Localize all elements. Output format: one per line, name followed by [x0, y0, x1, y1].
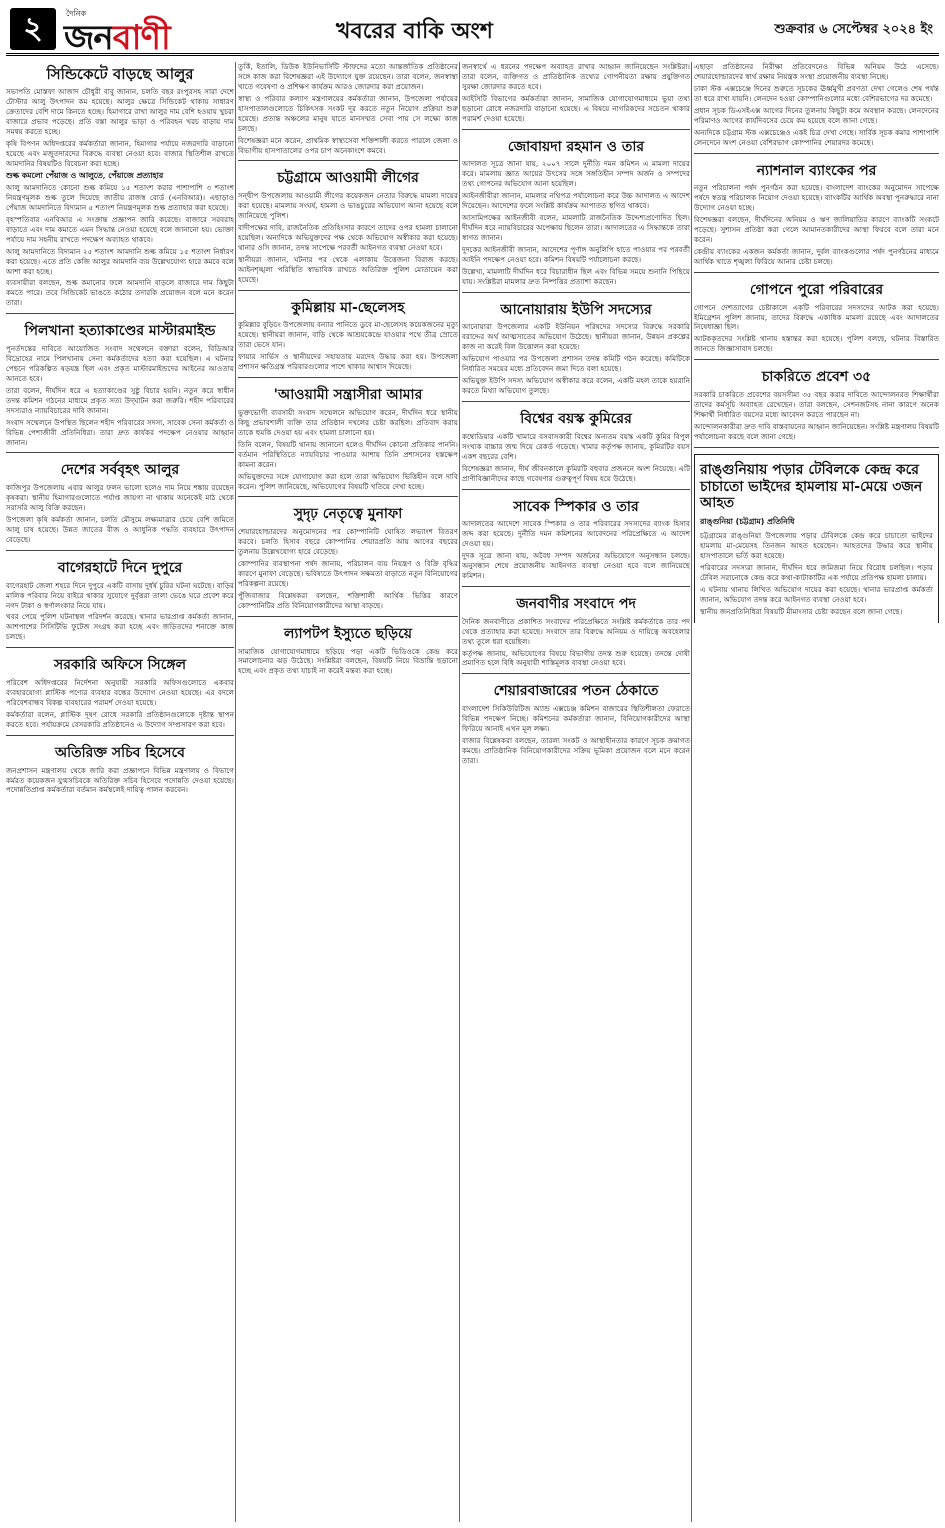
article-paragraph: সংবাদ সম্মেলনে উপস্থিত ছিলেন শহীদ পরিবারের সদস্য, সাবেক সেনা কর্মকর্তা ও বিভিন্ন পেশাজীবী প্রতিনিধিরা। তারা দ্রুত কার্যকর পদক্ষেপ নেওয়ার আহ্বান জানান।	[6, 417, 234, 447]
article-continuation	[238, 62, 458, 161]
article-paragraph: সন্দ্বীপ উপজেলায় আওয়ামী লীগের কয়েকজন নেতার বিরুদ্ধে মামলা দায়ের করা হয়েছে। মামলায় সংঘর্ষ, হামলা ও ভাঙচুরের অভিযোগ আনা হয়েছে বলে জানিয়েছে পুলিশ।	[238, 191, 458, 221]
logo-brand	[64, 12, 170, 69]
column-2	[238, 62, 458, 1522]
article-stock-market-fall	[462, 680, 690, 770]
article-bagerhat	[6, 557, 234, 648]
article-cumilla	[238, 297, 458, 378]
article-secret-family	[694, 279, 939, 360]
article-paragraph: আইনজীবীরা জানান, মামলার নথিপত্র পর্যালোচনা করে উচ্চ আদালত এ আদেশ দিয়েছেন। আদেশের ফলে সংশ্লিষ্ট কার্যক্রম আপাতত স্থগিত থাকবে।	[462, 191, 690, 211]
article-paragraph: তুর্কি, ইতালি, ডিউক ইউনিভার্সিটি স্টাফদের মতো আন্তর্জাতিক প্রতিষ্ঠানের সঙ্গে কাজ করা বিশেষজ্ঞরা এই উদ্যোগে যুক্ত রয়েছেন। তারা বলেন, জনস্বাস্থ্য খাতে গবেষণা ও প্রশিক্ষণ কার্যক্রম আরও জোরদার করা প্রয়োজন।	[238, 62, 458, 91]
article-paragraph: দৈনিক জনবাণীতে প্রকাশিত সংবাদের পরিপ্রেক্ষিতে সংশ্লিষ্ট কর্মকর্তাকে তার পদ থেকে প্রত্যাহার করা হয়েছে। সংবাদে তার বিরুদ্ধে অনিয়ম ও দায়িত্বে অবহেলার তথ্য তুলে ধরা হয়েছিল।	[462, 616, 690, 646]
article-paragraph: আইসিটি বিভাগের কর্মকর্তারা জানান, সামাজিক যোগাযোগমাধ্যমে ভুয়া তথ্য ছড়ানো রোধে নজরদারি বাড়ানো হয়েছে। এ বিষয়ে নাগরিকদের সচেতন থাকার পরামর্শ দেওয়া হয়েছে।	[462, 93, 690, 123]
article-byline: রাঙ্গুনিয়া (চট্টগ্রাম) প্রতিনিধি	[700, 517, 795, 527]
article-headline: সুদৃঢ় নেতৃত্বে মুনাফা	[293, 506, 403, 523]
article-job-age-35	[694, 366, 939, 447]
article-paragraph: গোপনে দেশত্যাগের চেষ্টাকালে একটি পরিবারের সদস্যদের আটক করা হয়েছে। ইমিগ্রেশন পুলিশ জানায়, তাদের বিরুদ্ধে একাধিক মামলা রয়েছে এবং আদালতের নিষেধাজ্ঞা ছিল।	[694, 302, 939, 332]
article-paragraph: উল্লেখ্য, মামলাটি দীর্ঘদিন ধরে বিচারাধীন ছিল এবং বিভিন্ন সময়ে শুনানি পিছিয়ে যায়। সংশ্লিষ্টরা মামলার দ্রুত নিষ্পত্তির প্রত্যাশা করছেন।	[462, 266, 690, 286]
article-headline: পিলখানা হত্যাকাণ্ডের মাস্টারমাইন্ড	[24, 323, 216, 340]
article-paragraph: বিশেষজ্ঞরা বলছেন, দীর্ঘদিনের অনিয়ম ও ঋণ জালিয়াতির কারণে ব্যাংকটি সংকটে পড়েছে। সুশাসন প্রতিষ্ঠা করা গেলে আমানতকারীদের আস্থা ফিরবে বলে তারা মনে করেন।	[694, 215, 939, 244]
article-paragraph: এ ঘটনায় থানায় লিখিত অভিযোগ দায়ের করা হয়েছে। থানার ভারপ্রাপ্ত কর্মকর্তা জানান, অভিযোগ তদন্ত করে আইনগত ব্যবস্থা নেওয়া হবে।	[700, 584, 933, 604]
article-anwara-up-member	[462, 299, 690, 402]
column-4	[694, 62, 939, 1522]
article-headline: বিশ্বের বয়স্ক কুমিরের	[520, 411, 632, 428]
article-headline: সরকারি অফিসে সিঙ্গেল	[53, 657, 187, 674]
article-paragraph: বাজার বিশ্লেষকরা বলছেন, তারল্য সংকট ও আস্থাহীনতার কারণে সূচক ক্রমাগত কমছে। প্রাতিষ্ঠানিক বিনিয়োগকারীদের সক্রিয় ভূমিকা প্রয়োজন বলে মনে করেন তারা।	[462, 736, 690, 765]
article-potato-syndicate	[6, 62, 234, 314]
section-title: খবরের বাকি অংশ	[336, 19, 493, 44]
article-paragraph: ব্যবসায়ীরা বলছেন, শুল্ক কমানোর ফলে আমদানি বাড়লে বাজারে দাম কিছুটা কমতে পারে। তবে সিন্ডিকেট ভাঙতে কঠোর তদারকি প্রয়োজন বলে মনে করেন তারা।	[6, 278, 234, 308]
article-paragraph: উপজেলা কৃষি কর্মকর্তা জানান, চলতি মৌসুমে লক্ষ্যমাত্রার চেয়ে বেশি জমিতে আলু চাষ হয়েছে। উন্নত জাতের বীজ ও আধুনিক পদ্ধতি ব্যবহারে উৎপাদন বেড়েছে।	[6, 515, 234, 544]
masthead	[6, 4, 939, 56]
article-headline: কুমিল্লায় মা-ছেলেসহ	[291, 299, 405, 316]
article-paragraph: পরিবারের সদস্যরা জানান, দীর্ঘদিন ধরে জমিজমা নিয়ে বিরোধ চলছিল। পড়ার টেবিল সরানোকে কেন্দ্র করে কথা-কাটাকাটির এক পর্যায়ে প্রতিপক্ষ হামলা চালায়।	[700, 562, 933, 582]
article-janobani-report	[462, 593, 690, 674]
article-paragraph: পুনর্তদন্তের দাবিতে আয়োজিত সংবাদ সম্মেলনে বক্তারা বলেন, বিডিআর বিদ্রোহের নামে পিলখানায় সেনা কর্মকর্তাদের হত্যা করা হয়েছিল। এ ঘটনার পেছনে পরিকল্পিত ষড়যন্ত্র ছিল এবং প্রকৃত মাস্টারমাইন্ডদের আইনের আওতায় আনতে হবে।	[6, 344, 234, 383]
article-headline: সাবেক স্পিকার ও তার	[513, 498, 639, 515]
article-paragraph: তিনি বলেন, বিষয়টি থানায় জানানো হলেও দীর্ঘদিন কোনো প্রতিকার পাননি। বর্তমান পরিস্থিতিতে ন্যায়বিচার পাওয়ার আশায় তিনি প্রশাসনের হস্তক্ষেপ কামনা করেন।	[238, 439, 458, 469]
article-headline: চাকরিতে প্রবেশ ৩৫	[761, 369, 872, 386]
article-rangunia	[694, 454, 939, 623]
article-headline: 'আওয়ামী সন্ত্রাসীরা আমার	[273, 387, 423, 404]
article-paragraph: কম্বোডিয়ার একটি খামারে বসবাসকারী বিশ্বের অন্যতম বয়স্ক একটি কুমির বিপুল সংখ্যক বাচ্চার জন্ম দিয়ে রেকর্ড গড়েছে। খামার কর্তৃপক্ষ জানায়, কুমিরটির বয়স একশ বছরের বেশি।	[462, 431, 690, 461]
article-paragraph: আলু আমদানিতে বিদ্যমান ২৫ শতাংশ আমদানি শুল্ক কমিয়ে ১৫ শতাংশ নির্ধারণ করা হয়েছে। এতে প্রতি কেজি আলুর আমদানি ব্যয় উল্লেখযোগ্য হারে কমবে বলে আশা করা হচ্ছে।	[6, 246, 234, 276]
article-paragraph: পুঁজিবাজার বিশ্লেষকরা বলছেন, শক্তিশালী আর্থিক ভিত্তির কারণে কোম্পানিটির প্রতি বিনিয়োগকারীদের আস্থা বাড়ছে।	[238, 590, 458, 610]
article-paragraph: অভিযুক্তদের সঙ্গে যোগাযোগ করা হলে তারা অভিযোগ ভিত্তিহীন বলে দাবি করেন। পুলিশ জানিয়েছে, অভিযোগের বিষয়টি খতিয়ে দেখা হচ্ছে।	[238, 471, 458, 491]
article-paragraph: জনস্বার্থে এ ধরনের পদক্ষেপ অব্যাহত রাখার আহ্বান জানিয়েছেন সংশ্লিষ্টরা। তারা বলেন, ব্যক্তিগত ও প্রাতিষ্ঠানিক তথ্যের গোপনীয়তা রক্ষায় প্রযুক্তিগত সুরক্ষা জোরদার করতে হবে।	[462, 62, 690, 91]
article-paragraph: কেন্দ্রীয় ব্যাংকের একজন কর্মকর্তা জানান, দুর্বল ব্যাংকগুলোর পর্ষদ পুনর্গঠনের মাধ্যমে আর্থিক খাতে শৃঙ্খলা ফিরিয়ে আনার চেষ্টা চলছে।	[694, 246, 939, 266]
article-paragraph: এছাড়া প্রতিষ্ঠানের নিরীক্ষা প্রতিবেদনেও বিভিন্ন অনিয়ম উঠে এসেছে। শেয়ারহোল্ডারদের স্বার্থ রক্ষায় নিয়ন্ত্রক সংস্থা প্রয়োজনীয় ব্যবস্থা নিচ্ছে।	[694, 62, 939, 81]
article-headline: জোবায়দা রহমান ও তার	[507, 138, 645, 155]
article-subheading: শুল্ক কমলো পেঁয়াজ ও আলুতে, পেঁয়াজে প্রত্যাহার	[6, 170, 164, 180]
article-continuation	[462, 62, 690, 130]
article-laptop-issue	[238, 623, 458, 682]
article-headline: সিন্ডিকেটে বাড়ছে আলুর	[46, 65, 194, 83]
article-paragraph: জনপ্রশাসন মন্ত্রণালয় থেকে জারি করা প্রজ্ঞাপনে বিভিন্ন মন্ত্রণালয় ও বিভাগে কর্মরত কয়েকজন যুগ্মসচিবকে অতিরিক্ত সচিব হিসেবে পদোন্নতি দেওয়া হয়েছে। পদোন্নতিপ্রাপ্ত কর্মকর্তারা বর্তমান কর্মস্থলেই দায়িত্ব পালন করবেন।	[6, 765, 234, 795]
article-headline: ল্যাপটপ ইস্যুতে ছড়িয়ে	[283, 625, 412, 642]
article-paragraph: বিশেষজ্ঞরা মনে করেন, প্রাথমিক স্বাস্থ্যসেবা শক্তিশালী করতে পারলে জেলা ও বিভাগীয় হাসপাতালের ওপর চাপ অনেকাংশে কমবে।	[238, 135, 458, 155]
article-paragraph: আদালতের আদেশে সাবেক স্পিকার ও তার পরিবারের সদস্যদের ব্যাংক হিসাব জব্দ করা হয়েছে। দুর্নীতি দমন কমিশনের আবেদনের পরিপ্রেক্ষিতে এ আদেশ দেওয়া হয়।	[462, 519, 690, 549]
article-paragraph: ঢাকা স্টক এক্সচেঞ্জে দিনের শুরুতে সূচকের ঊর্ধ্বমুখী প্রবণতা দেখা গেলেও শেষ পর্যন্ত তা ধরে রাখা যায়নি। লেনদেন হওয়া কোম্পানিগুলোর মধ্যে বেশিরভাগের দর কমেছে।	[694, 83, 939, 103]
article-paragraph: ভুক্তভোগী ব্যবসায়ী সংবাদ সম্মেলনে অভিযোগ করেন, দীর্ঘদিন ধরে স্থানীয় কিছু প্রভাবশালী ব্যক্তি তার প্রতিষ্ঠান দখলের চেষ্টা করছিল। প্রতিবাদ করায় তাকে হুমকি দেওয়া হয় এবং হামলা চালানো হয়।	[238, 407, 458, 437]
article-headline: গোপনে পুরো পরিবারের	[749, 281, 884, 298]
article-paragraph: স্থানীয়রা জানান, ঘটনার পর থেকে এলাকায় উত্তেজনা বিরাজ করছে। আইনশৃঙ্খলা পরিস্থিতি স্বাভাবিক রাখতে অতিরিক্ত পুলিশ মোতায়েন করা হয়েছে।	[238, 254, 458, 284]
article-largest-potato	[6, 459, 234, 550]
article-paragraph: আটককৃতদের সংশ্লিষ্ট থানায় হস্তান্তর করা হয়েছে। পুলিশ বলছে, ঘটনার বিস্তারিত জানতে জিজ্ঞাসাবাদ চলছে।	[694, 334, 939, 354]
column-divider	[235, 62, 236, 1522]
article-headline: ন্যাশনাল ব্যাংকের পর	[756, 162, 877, 179]
article-paragraph: অভিযোগ পাওয়ার পর উপজেলা প্রশাসন তদন্ত কমিটি গঠন করেছে। কমিটিকে নির্ধারিত সময়ের মধ্যে প্রতিবেদন জমা দিতে বলা হয়েছে।	[462, 354, 690, 374]
article-paragraph: স্থানীয় জনপ্রতিনিধিরা বিষয়টি মীমাংসার চেষ্টা করছেন বলে জানা গেছে।	[700, 606, 903, 616]
article-paragraph: বৃহস্পতিবার এনবিআর এ সংক্রান্ত প্রজ্ঞাপন জারি করেছে। বাজারে সরবরাহ বাড়াতে এবং দাম কমাতে এমন সিদ্ধান্ত নেওয়া হয়েছে বলে জানানো হয়। ভোক্তা পর্যায়ে দাম সহনীয় রাখতে পদক্ষেপ অব্যাহত থাকবে।	[6, 214, 234, 244]
article-paragraph: সরকারি চাকরিতে প্রবেশের বয়সসীমা ৩৫ বছর করার দাবিতে আন্দোলনরত শিক্ষার্থীরা তাদের কর্মসূচি অব্যাহত রেখেছেন। তারা বলছেন, সেশনজটসহ নানা কারণে অনেক শিক্ষার্থী নির্ধারিত বয়সের মধ্যে আবেদন করতে পারছেন না।	[694, 390, 939, 419]
column-1	[6, 62, 234, 1522]
article-headline: রাঙ্গুনিয়ায় পড়ার টেবিলকে কেন্দ্র করে চাচাতো ভাইদের হামলায় মা-মেয়ে ৩জন আহত	[700, 461, 923, 512]
article-paragraph: কোম্পানির ব্যবস্থাপনা পর্ষদ জানায়, পরিচালন ব্যয় নিয়ন্ত্রণ ও বিক্রি বৃদ্ধির কারণে মুনাফা বেড়েছে। ভবিষ্যতে উৎপাদন সক্ষমতা বাড়াতে নতুন বিনিয়োগের পরিকল্পনা রয়েছে।	[238, 559, 458, 588]
article-paragraph: স্বাস্থ্য ও পরিবার কল্যাণ মন্ত্রণালয়ের কর্মকর্তারা জানান, উপজেলা পর্যায়ের হাসপাতালগুলোতে চিকিৎসক সংকট দূর করতে নতুন নিয়োগ প্রক্রিয়া শুরু হয়েছে। প্রত্যন্ত অঞ্চলের মানুষ যাতে মানসম্মত সেবা পায় সে লক্ষ্যে কাজ চলছে।	[238, 93, 458, 133]
article-headline: শেয়ারবাজারের পতন ঠেকাতে	[493, 683, 659, 700]
article-chattogram-awami-league	[238, 167, 458, 290]
article-paragraph: সামাজিক যোগাযোগমাধ্যমে ছড়িয়ে পড়া একটি ভিডিওকে কেন্দ্র করে সমালোচনার ঝড় উঠেছে। সংশ্লিষ্টরা বলছেন, বিষয়টি নিয়ে বিভ্রান্তি ছড়ানো হচ্ছে এবং প্রকৃত তথ্য যাচাই না করেই মন্তব্য করা হচ্ছে।	[238, 646, 458, 676]
column-3	[462, 62, 690, 1522]
article-headline: আনোয়ারায় ইউপি সদস্যের	[500, 301, 652, 318]
article-headline: চট্টগ্রামে আওয়ামী লীগের	[277, 170, 419, 187]
article-oldest-crocodile	[462, 408, 690, 489]
logo-daily-label: দৈনিক	[66, 9, 87, 18]
article-paragraph: বিশেষজ্ঞরা জানান, দীর্ঘ জীবনকালে কুমিরটি বহুবার প্রজননে অংশ নিয়েছে। এটি প্রাণীবিজ্ঞানীদের কাছে গবেষণার গুরুত্বপূর্ণ বিষয় হয়ে উঠেছে।	[462, 463, 690, 483]
issue-date: শুক্রবার ৬ সেপ্টেম্বর ২০২৪ ইং	[774, 22, 933, 37]
article-headline: দেশের সর্ববৃহৎ আলুর	[60, 462, 180, 479]
article-paragraph: তারা বলেন, দীর্ঘদিন ধরে এ হত্যাকাণ্ডের সুষ্ঠু বিচার হয়নি। নতুন করে স্বাধীন তদন্ত কমিশন গঠনের মাধ্যমে প্রকৃত সত্য উদ্‌ঘাটন করা জরুরি। শহীদ পরিবারের সদস্যরাও ন্যায়বিচারের দাবি জানান।	[6, 385, 234, 415]
article-paragraph: নতুন পরিচালনা পর্ষদ পুনর্গঠন করা হয়েছে। বাংলাদেশ ব্যাংকের অনুমোদন সাপেক্ষে পর্ষদে স্বতন্ত্র পরিচালক নিয়োগ দেওয়া হয়েছে। ব্যাংকটির আর্থিক অবস্থা পুনরুদ্ধারে নানা উদ্যোগ নেওয়া হচ্ছে।	[694, 183, 939, 213]
column-divider	[459, 62, 460, 1522]
article-paragraph: আনোয়ারা উপজেলার একটি ইউনিয়ন পরিষদের সদস্যের বিরুদ্ধে সরকারি বরাদ্দের অর্থ আত্মসাতের অভিযোগ উঠেছে। স্থানীয়রা জানান, উন্নয়ন প্রকল্পের কাজ না করেই বিল উত্তোলন করা হয়েছে।	[462, 322, 690, 352]
article-headline: অতিরিক্ত সচিব হিসেবে	[55, 744, 185, 761]
column-divider	[691, 62, 692, 1522]
article-awami-terrorists	[238, 384, 458, 497]
article-continuation	[694, 62, 939, 154]
article-paragraph: বাদীপক্ষের দাবি, রাজনৈতিক প্রতিহিংসার কারণে তাদের ওপর হামলা চালানো হয়েছিল। অন্যদিকে অভিযুক্তদের পক্ষ থেকে অভিযোগ অস্বীকার করা হয়েছে। থানার ওসি জানান, তদন্ত সাপেক্ষে পরবর্তী আইনগত ব্যবস্থা নেওয়া হবে।	[238, 223, 458, 252]
article-pilkhana	[6, 320, 234, 453]
article-paragraph: কর্মকর্তারা বলেন, প্লাস্টিক দূষণ রোধে সরকারি প্রতিষ্ঠানগুলোকে দৃষ্টান্ত স্থাপন করতে হবে। পর্যায়ক্রমে বেসরকারি প্রতিষ্ঠানেও এ উদ্যোগ সম্প্রসারণ করা হবে।	[6, 709, 234, 729]
article-paragraph: শেয়ারহোল্ডারদের অনুমোদনের পর কোম্পানিটি ঘোষিত লভ্যাংশ বিতরণ করবে। চলতি হিসাব বছরে কোম্পানির শেয়ারপ্রতি আয় আগের বছরের তুলনায় উল্লেখযোগ্য হারে বেড়েছে।	[238, 527, 458, 557]
article-paragraph: অভিযুক্ত ইউপি সদস্য অভিযোগ অস্বীকার করে বলেন, একটি মহল তাকে হয়রানি করতে মিথ্যা অভিযোগ তুলছে।	[462, 376, 690, 396]
article-paragraph: কুমিল্লার বুড়িচং উপজেলায় বন্যার পানিতে ডুবে মা-ছেলেসহ কয়েকজনের মৃত্যু হয়েছে। স্থানীয়রা জানান, বাড়ি থেকে আশ্রয়কেন্দ্রে যাওয়ার পথে তীব্র স্রোতে তারা ভেসে যান।	[238, 320, 458, 350]
article-paragraph: অন্যদিকে চট্টগ্রাম স্টক এক্সচেঞ্জেও একই চিত্র দেখা গেছে। সার্বিক সূচক কমার পাশাপাশি লেনদেনে অংশ নেওয়া বেশিরভাগ কোম্পানির শেয়ারদর কমেছে।	[694, 127, 939, 147]
article-paragraph: ফায়ার সার্ভিস ও স্থানীয়দের সহায়তায় মরদেহ উদ্ধার করা হয়। উপজেলা প্রশাসন ক্ষতিগ্রস্ত পরিবারগুলোর পাশে থাকার আশ্বাস দিয়েছে।	[238, 352, 458, 372]
article-headline: জনবাণীর সংবাদে পদ	[516, 595, 636, 612]
article-profit	[238, 503, 458, 616]
article-zubaida-rahman	[462, 136, 690, 293]
article-paragraph: খবর পেয়ে পুলিশ ঘটনাস্থল পরিদর্শন করেছে। থানার ভারপ্রাপ্ত কর্মকর্তা জানান, আশপাশের সিসিটিভি ফুটেজ সংগ্রহ করা হচ্ছে এবং জড়িতদের শনাক্তে কাজ চলছে।	[6, 612, 234, 642]
article-paragraph: পরিবেশ অধিদপ্তরের নির্দেশনা অনুযায়ী সরকারি অফিসগুলোতে একবার ব্যবহারযোগ্য প্লাস্টিক পণ্যের ব্যবহার বন্ধের উদ্যোগ নেওয়া হয়েছে। এর বদলে পরিবেশবান্ধব বিকল্প ব্যবহারের পরামর্শ দেওয়া হয়েছে।	[6, 678, 234, 707]
article-paragraph: আন্দোলনকারীরা দ্রুত দাবি বাস্তবায়নের আহ্বান জানিয়েছেন। সংশ্লিষ্ট মন্ত্রণালয় বিষয়টি পর্যালোচনা করছে বলে জানা গেছে।	[694, 421, 939, 441]
article-paragraph: চট্টগ্রামের রাঙ্গুনিয়া উপজেলায় পড়ার টেবিলকে কেন্দ্র করে চাচাতো ভাইদের হামলায় মা-মেয়েসহ তিনজন আহত হয়েছেন। আহতদের উদ্ধার করে স্থানীয় হাসপাতালে ভর্তি করা হয়েছে।	[700, 531, 933, 561]
page-number: ২	[10, 8, 56, 50]
article-national-bank	[694, 160, 939, 273]
article-paragraph: দুদক সূত্রে জানা যায়, অবৈধ সম্পদ অর্জনের অভিযোগে অনুসন্ধান চলছে। অনুসন্ধান শেষে প্রয়োজনীয় আইনগত ব্যবস্থা নেওয়া হবে বলে জানিয়েছে কমিশন।	[462, 551, 690, 580]
article-paragraph: বাগেরহাট জেলা শহরে দিনে দুপুরে একটি বাসায় দুর্ধর্ষ চুরির ঘটনা ঘটেছে। বাড়ির মালিক পরিবার নিয়ে বাইরে থাকার সুযোগে দুর্বৃত্তরা তালা ভেঙে ঘরে প্রবেশ করে নগদ টাকা ও স্বর্ণালংকার নিয়ে যায়।	[6, 580, 234, 610]
article-paragraph: দুদকের আইনজীবী জানান, আদেশের পূর্ণাঙ্গ অনুলিপি হাতে পাওয়ার পর পরবর্তী আইনি পদক্ষেপ নেওয়া হবে। কমিশন বিষয়টি পর্যালোচনা করছে।	[462, 244, 690, 264]
article-paragraph: প্রধান সূচক ডিএসইএক্স আগের দিনের তুলনায় কিছুটা কমে অবস্থান করছে। লেনদেনের পরিমাণও আগের কার্যদিবসের চেয়ে কম হয়েছে বলে জানা গেছে।	[694, 105, 939, 125]
article-paragraph: কৃষি বিপণন অধিদপ্তরের কর্মকর্তারা জানান, হিমাগার পর্যায়ে নজরদারি বাড়ানো হয়েছে এবং মজুতদারদের বিরুদ্ধে ব্যবস্থা নেওয়া হবে। বাজার স্থিতিশীল রাখতে আমদানির বিষয়টিও বিবেচনা করা হচ্ছে।	[6, 138, 234, 168]
article-headline: বাগেরহাটে দিনে দুপুরে	[57, 559, 183, 576]
article-paragraph: আসামিপক্ষের আইনজীবী বলেন, মামলাটি রাজনৈতিক উদ্দেশ্যপ্রণোদিত ছিল। দীর্ঘদিন ধরে ন্যায়বিচারের অপেক্ষায় ছিলেন তারা। আদালতের এ সিদ্ধান্তকে তারা স্বাগত জানান।	[462, 213, 690, 242]
article-paragraph: আদালত সূত্রে জানা যায়, ২০০৭ সালে দুর্নীতি দমন কমিশন এ মামলা দায়ের করে। মামলায় জ্ঞাত আয়ের উৎসের সঙ্গে সঙ্গতিহীন সম্পদ অর্জন ও সম্পদের তথ্য গোপনের অভিযোগ আনা হয়েছিল।	[462, 159, 690, 189]
article-paragraph: কর্তৃপক্ষ জানায়, অভিযোগের বিষয়ে বিভাগীয় তদন্ত শুরু হয়েছে। তদন্তে দোষী প্রমাণিত হলে বিধি অনুযায়ী শাস্তিমূলক ব্যবস্থা নেওয়া হবে।	[462, 648, 690, 668]
article-additional-secretary	[6, 742, 234, 801]
article-government-office	[6, 654, 234, 735]
article-paragraph: সভাপতি মোস্তফা আজাদ চৌধুরী বাবু জানান, চলতি বছর রংপুরসহ সারা দেশে টোস্টার আলু উৎপাদন কম হয়েছে। আলুর ক্ষেত্রে সিন্ডিকেট থাকায় সাধারণ ক্রেতাদের বেশি দামে কিনতে হচ্ছে। হিমাগারে রাখা আলুর দাম বেশি হওয়ায় খুচরা বাজারে প্রভাব পড়েছে। প্রতি বস্তা আলুর ভাড়া ও পরিবহন খরচ বাড়ায় দাম সমন্বয় করতে হচ্ছে।	[6, 87, 234, 136]
article-former-speaker	[462, 496, 690, 587]
logo-brand-black: জন	[64, 18, 113, 58]
article-paragraph: কাজিপুর উপজেলায় এবার আলুর ফলন ভালো হলেও দাম নিয়ে শঙ্কায় রয়েছেন কৃষকরা। স্থানীয় হিমাগারগুলোতে পর্যাপ্ত জায়গা না থাকায় অনেকেই মাঠ থেকে সরাসরি আলু বিক্রি করছেন।	[6, 483, 234, 513]
article-paragraph: আলু আমদানিতে কোনো শুল্ক কমিয়ে ১৫ শতাংশ করার পাশাপাশি ৩ শতাংশ নিয়ন্ত্রণমূলক শুল্ক তুলে দিয়েছে জাতীয় রাজস্ব বোর্ড (এনবিআর)। এছাড়াও পেঁয়াজ আমদানিতে বিদ্যমান ৫ শতাংশ নিয়ন্ত্রণমূলক শুল্ক প্রত্যাহার করা হয়েছে।	[6, 183, 234, 212]
logo-brand-red: বাণী	[112, 18, 170, 58]
article-paragraph: বাংলাদেশ সিকিউরিটিজ অ্যান্ড এক্সচেঞ্জ কমিশন বাজারের স্থিতিশীলতা ফেরাতে বিভিন্ন পদক্ষেপ নিচ্ছে। কমিশনের কর্মকর্তারা জানান, বিনিয়োগকারীদের আস্থা ফিরিয়ে আনাই এখন মূল লক্ষ্য।	[462, 704, 690, 734]
